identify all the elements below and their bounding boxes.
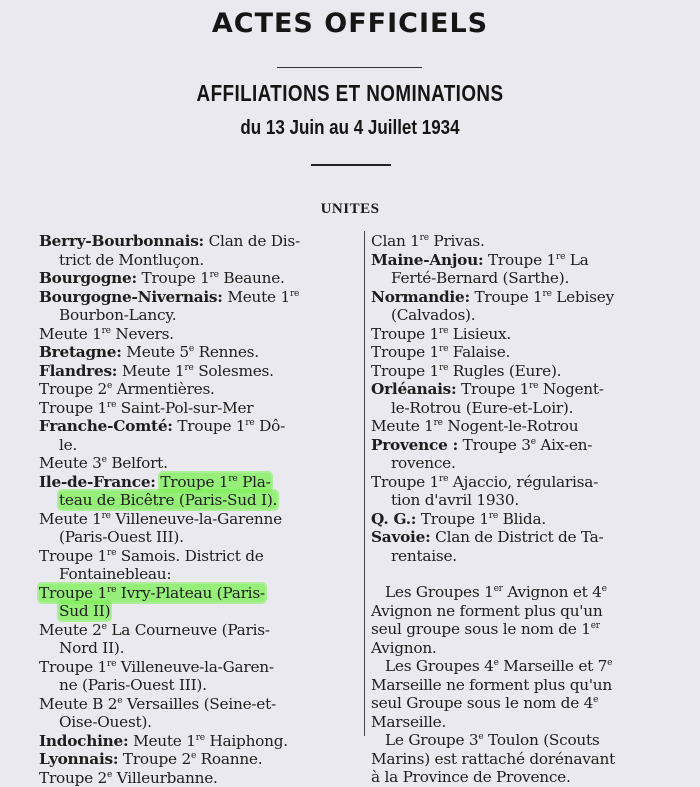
entry [39,288,361,325]
entry-continuation [39,639,361,658]
entry-continuation-text: Nord II). [59,639,124,657]
note-line: Marins) est rattaché dorénavant [371,750,696,769]
left-column [39,232,361,787]
entry [371,343,696,362]
right-column [371,232,696,787]
note-text: seul Groupe sous le nom de 4 [371,694,593,712]
entry-line [39,269,361,288]
entry-text-after: Nevers. [111,325,174,343]
entry-line [371,232,696,251]
note-line [371,657,696,676]
region-name: Bourgogne: [39,269,137,287]
ordinal-suffix: e [107,381,112,391]
entry-text: Troupe 1 [371,325,439,343]
entry-continuation [371,547,696,566]
entry-text: Troupe 1 [488,251,556,269]
entry-line [39,399,361,418]
ordinal-suffix: re [439,474,448,484]
entry-text: Troupe 1 [371,362,439,380]
entry-continuation [39,565,361,584]
entry-text-after: Ivry-Plateau (Paris- [116,584,265,602]
entry-continuation-text: le. [59,436,77,454]
entry-text: Troupe 1 [474,288,542,306]
entry [39,362,361,381]
entry-continuation-text: tion d'avril 1930. [391,491,519,509]
note-paragraph [371,657,696,731]
ordinal-suffix: re [489,511,498,521]
ordinal-suffix: re [434,418,443,428]
note-line [371,583,696,602]
entry [371,528,696,565]
entry-line [39,547,361,566]
entry-text: Troupe 3 [463,436,531,454]
entry-continuation [39,713,361,732]
ordinal-suffix: re [420,233,429,243]
entry-continuation [39,676,361,695]
date-rule [311,164,391,166]
entry-text: Troupe 1 [371,343,439,361]
entry-text-after: Dô- [255,417,286,435]
ordinal-suffix: re [184,363,193,373]
entry-text: Troupe 1 [461,380,529,398]
entry-continuation-text: rentaise. [391,547,457,565]
note-line: Marseille. [371,713,696,732]
entry-line [39,658,361,677]
entry-text: Meute 5 [126,343,189,361]
entry-line [39,769,361,787]
entry-text-after: Ajaccio, régularisa- [448,473,598,491]
entry [371,417,696,436]
entry [39,769,361,787]
entry-text: Meute 1 [371,417,434,435]
entry [39,417,361,454]
entry-continuation [39,491,361,510]
entry-text-after: Pla- [238,473,271,491]
entry-continuation-text: (Paris-Ouest III). [59,528,184,546]
entry [371,325,696,344]
entry-text: Troupe 1 [177,417,245,435]
ordinal-suffix: e [602,584,607,594]
entry-line [39,695,361,714]
entry-text-after: Privas. [429,232,485,250]
note-paragraph [371,583,696,657]
region-name: Bretagne: [39,343,122,361]
ordinal-suffix: re [439,363,448,373]
entry-continuation [371,454,696,473]
entry-text-after: Armentières. [112,380,215,398]
entry-text: Troupe 1 [39,399,107,417]
ordinal-suffix: re [290,289,299,299]
entry-line [39,288,361,307]
entry-text: Meute 2 [39,621,102,639]
entry-text: Troupe 1 [371,473,439,491]
entry-line [39,380,361,399]
ordinal-suffix: e [107,770,112,780]
entry-text: Troupe 2 [39,380,107,398]
ordinal-suffix: re [196,733,205,743]
entry-text-after: La Courneuve (Paris- [107,621,270,639]
ordinal-suffix: re [210,270,219,280]
entry-line [39,417,361,436]
ordinal-suffix: re [107,548,116,558]
region-name: Lyonnais: [39,750,118,768]
entry [39,750,361,769]
entry-text: Troupe 1 [142,269,210,287]
entry-text-after: Rugles (Eure). [448,362,561,380]
ordinal-suffix: re [543,289,552,299]
entry-continuation [371,491,696,510]
entry [39,658,361,695]
entry-continuation-text: (Calvados). [391,306,475,324]
region-name: Maine-Anjou: [371,251,483,269]
ordinal-suffix: e [191,751,196,761]
entry-text-after: Rennes. [194,343,259,361]
notes [371,583,696,787]
entry-text-after: Roanne. [196,750,262,768]
highlight [39,584,265,602]
entry-text: Meute 1 [227,288,290,306]
region-name: Provence : [371,436,458,454]
note-line [371,694,696,713]
entry-continuation [371,399,696,418]
ordinal-suffix: e [117,696,122,706]
entry-text-after: Villeneuve-la-Garenne [111,510,282,528]
entry-continuation-text: Sud II) [59,602,110,620]
entry [39,399,361,418]
region-name: Flandres: [39,362,117,380]
entry-continuation-text: trict de Montluçon. [59,251,204,269]
entry-line [371,380,696,399]
entry [39,732,361,751]
ordinal-suffix: re [556,252,565,262]
note-text: Le Groupe 3 [385,731,478,749]
entry-continuation-text: Ferté-Bernard (Sarthe). [391,269,569,287]
entry-line [39,325,361,344]
entry-text-after: Villeurbanne. [112,769,218,787]
entry [371,436,696,473]
region-name: Berry-Bourbonnais: [39,232,204,250]
entry-line [39,343,361,362]
entry-text-after: Nogent-le-Rotrou [443,417,579,435]
ordinal-suffix: re [228,474,237,484]
entry-continuation-text: Bourbon-Lancy. [59,306,176,324]
entry-line [39,232,361,251]
entry-line [371,251,696,270]
entry-continuation-text: ne (Paris-Ouest III). [59,676,207,694]
ordinal-suffix: e [102,622,107,632]
ordinal-suffix: er [494,584,503,594]
entry-line [371,528,696,547]
entry-text: Meute 1 [122,362,185,380]
column-divider [364,231,365,736]
region-name: Q. G.: [371,510,416,528]
entry-continuation-text: rovence. [391,454,456,472]
entry-text-after: Haiphong. [205,732,288,750]
region-name: Savoie: [371,528,431,546]
entry [39,232,361,269]
entry-text-after: Saint-Pol-sur-Mer [116,399,253,417]
entry-text: Meute 1 [133,732,196,750]
ordinal-suffix: e [494,658,499,668]
entry-line [39,454,361,473]
title-rule [277,67,422,68]
entry-line [39,750,361,769]
entry [371,510,696,529]
entry-text-after: La [565,251,588,269]
entry [39,325,361,344]
entry-text: Troupe 1 [39,658,107,676]
entry-text: Troupe 2 [123,750,191,768]
note-line [371,620,696,639]
note-line: Marseille ne forment plus qu'un [371,676,696,695]
ordinal-suffix: e [102,455,107,465]
entry [371,251,696,288]
region-name: Franche-Comté: [39,417,173,435]
date-range: du 13 Juin au 4 Juillet 1934 [53,117,648,140]
note-paragraph [371,731,696,787]
entry [371,232,696,251]
entry-continuation [39,436,361,455]
note-text: seul groupe sous le nom de 1 [371,620,591,638]
highlight [160,473,270,491]
entry-line [39,621,361,640]
entry-text-after: Beaune. [219,269,285,287]
entry-text: Troupe 1 [421,510,489,528]
entry-text: Meute 1 [39,325,102,343]
entry-line [371,288,696,307]
entry-text-after: Belfort. [107,454,168,472]
entry [39,510,361,547]
entry-line [39,584,361,603]
note-text: Toulon (Scouts [483,731,599,749]
note-text: Les Groupes 4 [385,657,494,675]
note-text: Marseille et 7 [499,657,608,675]
note-line: Avignon. [371,639,696,658]
entry [39,454,361,473]
entry-continuation [39,251,361,270]
entry-line [39,732,361,751]
entry-text-after: Aix-en- [536,436,592,454]
region-name: Orléanais: [371,380,456,398]
entry-continuation [371,306,696,325]
note-text: Les Groupes 1 [385,583,494,601]
entry [371,362,696,381]
ordinal-suffix: er [591,621,600,631]
subtitle: AFFILIATIONS ET NOMINATIONS [63,80,637,107]
entry-line [371,343,696,362]
region-name: Normandie: [371,288,470,306]
entry-line [371,473,696,492]
ordinal-suffix: re [439,344,448,354]
entry-line [371,510,696,529]
entry-continuation-text: Fontainebleau: [59,565,171,583]
ordinal-suffix: e [607,658,612,668]
region-name: Bourgogne-Nivernais: [39,288,223,306]
ordinal-suffix: re [107,400,116,410]
entry-continuation-text: Oise-Ouest). [59,713,152,731]
note-line: à la Province de Provence. [371,768,696,787]
entry [39,269,361,288]
entry-line [371,417,696,436]
entry-text: Meute B 2 [39,695,117,713]
region-name: Ile-de-France: [39,473,156,491]
entry-text: Meute 3 [39,454,102,472]
entry-text-after: Nogent- [538,380,603,398]
entry-text: Clan de District de Ta- [435,528,603,546]
entry-line [371,325,696,344]
ordinal-suffix: re [245,418,254,428]
entry-text-after: Lisieux. [448,325,511,343]
entry-line [39,510,361,529]
entry [39,343,361,362]
entry [39,473,361,510]
entry-text: Troupe 1 [39,547,107,565]
entry-continuation [39,602,361,621]
ordinal-suffix: e [531,437,536,447]
entry-text: Troupe 1 [39,584,107,602]
page-title: ACTES OFFICIELS [0,8,700,39]
ordinal-suffix: re [439,326,448,336]
note-text: Avignon et 4 [503,583,602,601]
entry-text-after: Solesmes. [194,362,274,380]
entry-text-after: Samois. District de [116,547,263,565]
entry-line [371,362,696,381]
entry-continuation [39,528,361,547]
entry [39,547,361,584]
entry-continuation-text: le-Rotrou (Eure-et-Loir). [391,399,573,417]
entry-line [371,436,696,455]
entry-line [39,362,361,381]
entry-continuation [371,269,696,288]
ordinal-suffix: re [102,326,111,336]
entry [371,288,696,325]
ordinal-suffix: re [529,381,538,391]
entry-line [39,473,361,492]
ordinal-suffix: e [189,344,194,354]
section-heading: UNITES [0,201,700,218]
entry-text-after: Villeneuve-la-Garen- [116,658,274,676]
entry-text: Clan de Dis- [209,232,300,250]
entry-text-after: Lebisey [552,288,614,306]
entry-text: Meute 1 [39,510,102,528]
ordinal-suffix: re [107,585,116,595]
entry [39,584,361,621]
region-name: Indochine: [39,732,128,750]
ordinal-suffix: e [478,732,483,742]
entry-text-after: Falaise. [448,343,510,361]
entry-continuation-text: teau de Bicêtre (Paris-Sud I). [59,491,277,509]
entry-text: Troupe 1 [160,473,228,491]
entry-text: Troupe 2 [39,769,107,787]
entry [371,473,696,510]
entry-text-after: Blida. [498,510,546,528]
entry [371,380,696,417]
ordinal-suffix: re [107,659,116,669]
entry-text: Clan 1 [371,232,420,250]
note-line [371,731,696,750]
ordinal-suffix: re [102,511,111,521]
entry [39,380,361,399]
entry [39,621,361,658]
entry [39,695,361,732]
entry-text-after: Versailles (Seine-et- [122,695,276,713]
ordinal-suffix: e [593,695,598,705]
entry-continuation [39,306,361,325]
note-line: Avignon ne forment plus qu'un [371,602,696,621]
